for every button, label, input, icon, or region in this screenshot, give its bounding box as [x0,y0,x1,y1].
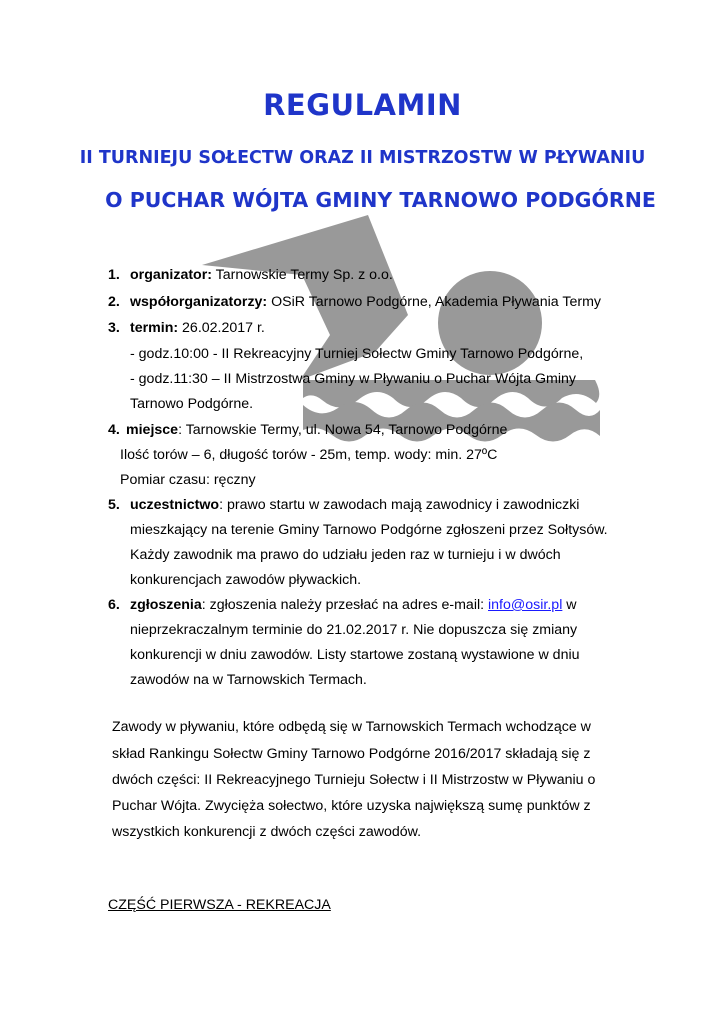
paragraph-line: Zawody w pływaniu, które odbędą się w Tarnowskich Termach wchodzące w [112,719,591,735]
subtitle-line-1: II TURNIEJU SOŁECTW ORAZ II MISTRZOSTW W PŁYWANIU [79,148,646,168]
item-number: 3. [108,320,120,336]
list-item-coorganizers [108,294,601,310]
item-text: OSiR Tarnowo Podgórne, Akademia Pływania Termy [267,294,602,310]
item-line: Ilość torów – 6, długość torów - 25m, temp. wody: min. 27ºC [120,447,498,463]
paragraph-line: Puchar Wójta. Zwycięża sołectwo, które uzyska największą sumę punktów z [112,798,591,814]
paragraph-line: wszystkich konkurencji z dwóch części zawodów. [112,824,422,840]
item-number: 4. [108,422,120,438]
item-text: : Tarnowskie Termy, ul. Nowa 54, Tarnowo Podgórne [178,422,508,438]
item-text-after: w [562,597,577,613]
item-number: 6. [108,597,120,613]
item-label: miejsce [126,422,179,438]
item-text: : prawo startu w zawodach mają zawodnicy i zawodniczki [219,497,580,513]
list-item-organizer [108,267,393,283]
item-label: współorganizatorzy: [130,294,268,310]
item-number: 2. [108,294,120,310]
item-line: mieszkający na terenie Gminy Tarnowo Podgórne zgłoszeni przez Sołtysów. [130,522,608,538]
item-text: : zgłoszenia należy przesłać na adres e-mail: [201,597,489,613]
item-line: zawodów na w Tarnowskich Termach. [130,672,367,688]
item-text: Tarnowskie Termy Sp. z o.o. [211,267,393,283]
item-label: termin: [130,320,179,336]
item-line: - godz.10:00 - II Rekreacyjny Turniej Sołectw Gminy Tarnowo Podgórne, [130,346,584,362]
item-line: Każdy zawodnik ma prawo do udziału jeden raz w turnieju i w dwóch [130,547,561,563]
list-item-date [108,320,265,336]
paragraph-line: dwóch części: II Rekreacyjnego Turnieju Sołectw i II Mistrzostw w Pływaniu o [112,772,596,788]
list-item-venue [108,422,507,438]
item-label: zgłoszenia [130,597,202,613]
list-item-participation [108,497,579,513]
item-number: 5. [108,497,120,513]
item-number: 1. [108,267,120,283]
email-link[interactable]: info@osir.pl [488,597,563,613]
item-line: nieprzekraczalnym terminie do 21.02.2017 r. Nie dopuszcza się zmiany [130,622,578,638]
section-heading: CZĘŚĆ PIERWSZA - REKREACJA [108,897,331,913]
item-label: uczestnictwo [130,497,220,513]
item-text: 26.02.2017 r. [178,320,265,336]
item-line: Pomiar czasu: ręczny [120,472,256,488]
paragraph-line: skład Rankingu Sołectw Gminy Tarnowo Podgórne 2016/2017 składają się z [112,746,591,762]
item-label: organizator: [130,267,212,283]
subtitle-line-2: O PUCHAR WÓJTA GMINY TARNOWO PODGÓRNE [105,188,656,212]
list-item-registration [108,597,577,613]
item-line: Tarnowo Podgórne. [130,396,254,412]
item-line: - godz.11:30 – II Mistrzostwa Gminy w Pływaniu o Puchar Wójta Gminy [130,371,577,387]
page-title: REGULAMIN [263,88,462,122]
item-line: konkurencjach zawodów pływackich. [130,572,362,588]
item-line: konkurencji w dniu zawodów. Listy startowe zostaną wystawione w dniu [130,647,580,663]
